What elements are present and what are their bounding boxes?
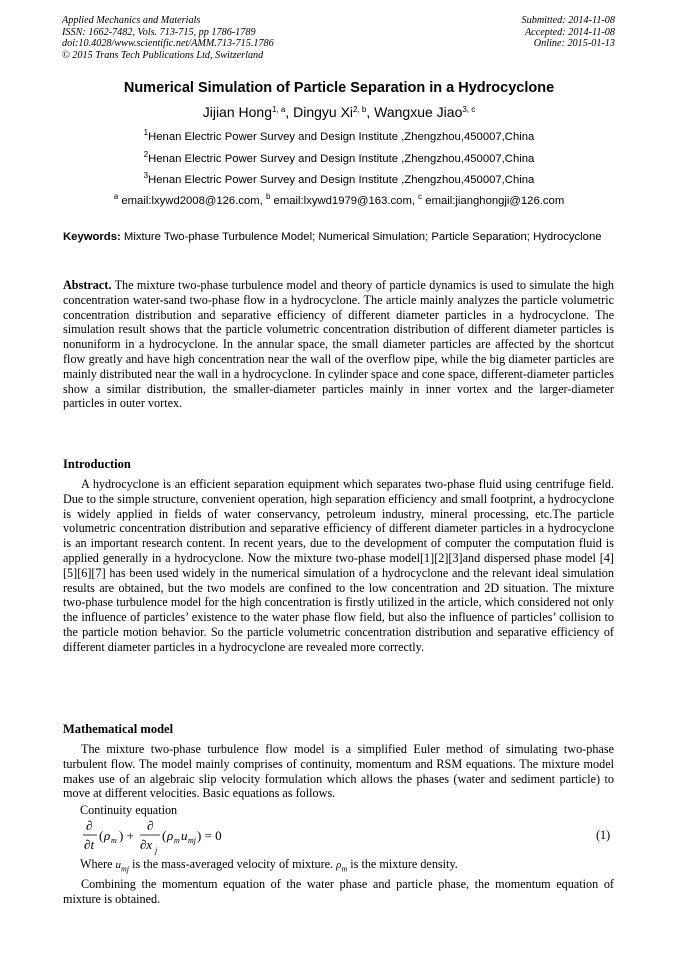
- affiliation-2: $^2$Henan Electric Power Survey and Design Institute ,Zhengzhou,450007,China: [143, 150, 535, 165]
- journal-header-left: [62, 15, 274, 61]
- svg-text:m: m: [111, 836, 117, 845]
- svg-text:(: (: [99, 828, 104, 843]
- svg-text:∂t: ∂t: [84, 837, 95, 852]
- online-date: Online: 2015-01-13: [533, 38, 615, 49]
- svg-text:j: j: [155, 846, 158, 855]
- introduction-text: A hydrocyclone is an efficient separation equipment which separates two-phase fluid using centrifuge field. Due to the simple structure, convenient operation, high separation efficiency and small footprint, a hydrocyclone is widely applied in fields of water conservancy, petroleum industry, mineral processing, etc.The particle volumetric concentration distribution and separative efficiency of different diameter particles in a hydrocyclone is an important research content. In recent years, due to the development of computer the computation fluid is applied generally in a hydrocyclone. Now the mixture two-phase model[1][2][3]and dispersed phase model [4][5][6][7] has been used widely in the numerical simulation of a hydrocyclone and the relevant ideal simulation results are obtained, but the two models are confined to the low concentration and 2D situation. The mixture two-phase turbulence model for the high concentration is firstly utilized in the article, which considered not only the influence of particles’ existence to the water phase flow field, but also the influence of particles’ collision to the particle motion behavior. So the particle volumetric concentration distribution and separative efficiency of different diameter particles in a hydrocyclone are revealed more correctly.: [63, 477, 614, 654]
- svg-text:) +: ) +: [119, 828, 134, 843]
- email-line: $^a$ email:lxywd2008@126.com, $^b$ email:lxywd1979@163.com, $^c$ email:jianghongji@126.com: [113, 192, 565, 207]
- math-model-text: The mixture two-phase turbulence flow model is a simplified Euler method of simulating two-phase turbulent flow. The model mainly comprises of continuity, momentum and RSM equations. The mixture model makes use of an algebraic slip velocity formulation which allows the phases (water and sediment particle) to move at different velocities. Basic equations as follows.: [63, 742, 614, 801]
- author-name: Dingyu Xi: [293, 104, 354, 120]
- equation-number: (1): [596, 828, 611, 842]
- continuity-equation: [82, 817, 242, 855]
- affiliation-1: $^1$Henan Electric Power Survey and Design Institute ,Zhengzhou,450007,China: [143, 128, 535, 143]
- email-link[interactable]: email:lxywd2008@126.com,: [121, 195, 266, 207]
- keywords-label: Keywords:: [63, 231, 121, 243]
- where-line: Where $u_{mj}$ is the mass-averaged velocity of mixture. $\rho_m$ is the mixture density.: [80, 857, 458, 874]
- keywords: [63, 230, 614, 246]
- accepted-date: Accepted: 2014-11-08: [524, 26, 615, 38]
- issn-line: ISSN: 1662-7482, Vols. 713-715, pp 1786-1789: [62, 26, 256, 38]
- author-name: Jijian Hong: [202, 104, 272, 120]
- journal-header-right: [522, 15, 615, 50]
- svg-text:ρ: ρ: [167, 828, 174, 843]
- svg-text:ρ: ρ: [104, 828, 111, 843]
- symbol-rho: ρ: [336, 859, 342, 871]
- svg-text:mj: mj: [188, 836, 196, 845]
- paper-title: Numerical Simulation of Particle Separation in a Hydrocyclone: [123, 80, 555, 96]
- journal-name: Applied Mechanics and Materials: [62, 15, 201, 26]
- svg-text:m: m: [174, 836, 180, 845]
- author-name: Wangxue Jiao: [374, 104, 463, 120]
- author-sup: 3, c: [462, 105, 476, 114]
- submitted-date: Submitted: 2014-11-08: [521, 15, 615, 26]
- email-link[interactable]: email:jianghongji@126.com: [425, 195, 565, 207]
- introduction-heading: Introduction: [63, 457, 131, 471]
- author-sup: 1, a: [271, 105, 286, 114]
- math-model-closing: Combining the momentum equation of the water phase and particle phase, the momentum equation of mixture is obtained.: [63, 877, 614, 906]
- abstract: [63, 278, 614, 411]
- symbol-u: u: [115, 859, 122, 871]
- author-sup: 2, b: [353, 105, 367, 114]
- equation-label: Continuity equation: [80, 803, 178, 817]
- svg-text:∂: ∂: [86, 818, 93, 833]
- svg-text:∂x: ∂x: [140, 837, 153, 852]
- author-line: Jijian Hong$^{1, a}$, Dingyu Xi$^{2, b}$, Wangxue Jiao$^{3, c}$: [202, 104, 476, 120]
- doi-line: doi:10.4028/www.scientific.net/AMM.713-715.1786: [62, 38, 274, 49]
- abstract-text: The mixture two-phase turbulence model and theory of particle dynamics is used to simulate the high concentration water-sand two-phase flow in a hydrocyclone. The article mainly analyzes the particle volumetric concentration distribution and separative efficiency of different diameter particles in a hydrocyclone. The simulation result shows that the particle volumetric concentration distribution of different diameter particles is nonuniform in a hydrocyclone. In the annular space, the small diameter particles are affected by the shortcut flow greatly and have high concentration near the wall of the overflow pipe, while the big diameter particles are mainly distributed near the wall in a hydrocyclone. In cylinder space and cone space, different-diameter particles show a similar distribution, the smaller-diameter particles mainly in inner vortex and the larger-diameter particles in outer vortex.: [63, 278, 615, 411]
- svg-text:(: (: [162, 828, 167, 843]
- svg-text:) = 0: ) = 0: [197, 828, 222, 843]
- affiliation-3: $^3$Henan Electric Power Survey and Design Institute ,Zhengzhou,450007,China: [143, 171, 535, 186]
- abstract-label: Abstract.: [63, 278, 112, 292]
- copyright-line: © 2015 Trans Tech Publications Ltd, Switzerland: [62, 49, 264, 61]
- svg-text:∂: ∂: [147, 818, 154, 833]
- email-link[interactable]: email:lxywd1979@163.com,: [273, 195, 419, 207]
- math-model-heading: Mathematical model: [63, 722, 174, 736]
- svg-text:u: u: [181, 828, 188, 843]
- keywords-text: Mixture Two-phase Turbulence Model; Numerical Simulation; Particle Separation; Hydrocyclone: [123, 231, 602, 243]
